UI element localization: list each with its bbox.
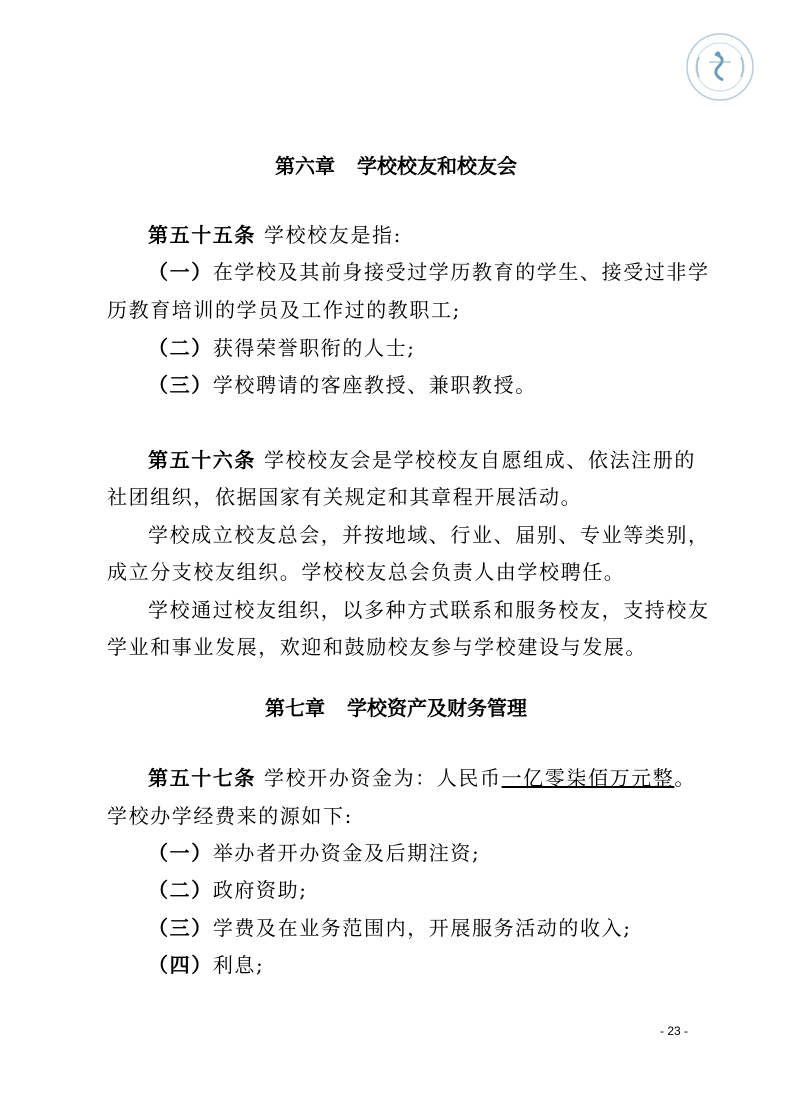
- college-logo: [685, 32, 755, 102]
- item-number: （三）: [148, 373, 213, 397]
- article-57-line: [148, 765, 740, 791]
- item-text: 政府资助;: [212, 878, 308, 902]
- article-57-item-1: [148, 840, 740, 866]
- article-text-end: 。: [674, 766, 696, 790]
- article-label: 第五十五条: [148, 223, 256, 247]
- item-text: 获得荣誉职衔的人士;: [212, 336, 416, 360]
- article-55-line: [148, 222, 740, 248]
- item-number: （四）: [148, 953, 213, 977]
- article-57-line-2: 学校办学经费来的源如下:: [107, 804, 353, 828]
- chapter-six-heading: [0, 154, 792, 178]
- article-55-item-3: [148, 372, 740, 398]
- article-56-line-6: 学业和事业发展，欢迎和鼓励校友参与学校建设与发展。: [107, 635, 647, 659]
- article-text: 学校校友会是学校校友自愿组成、依法注册的: [263, 448, 696, 472]
- page-number: - 23 -: [660, 1024, 689, 1038]
- chapter-number: 第六章: [275, 154, 335, 178]
- article-label: 第五十六条: [148, 448, 256, 472]
- capital-amount: 一亿零柒佰万元整: [501, 766, 675, 790]
- article-56-line: [148, 447, 740, 473]
- chapter-seven-heading: [0, 696, 792, 720]
- article-label: 第五十七条: [148, 766, 256, 790]
- item-text: 举办者开办资金及后期注资;: [212, 841, 481, 865]
- article-56-line-5: 学校通过校友组织，以多种方式联系和服务校友，支持校友: [148, 598, 710, 622]
- article-57-item-4: [148, 952, 740, 978]
- article-56-line-4: 成立分支校友组织。学校校友总会负责人由学校聘任。: [107, 560, 626, 584]
- item-number: （一）: [148, 260, 213, 284]
- item-number: （一）: [148, 841, 213, 865]
- article-text: 学校校友是指:: [263, 223, 402, 247]
- item-number: （三）: [148, 916, 213, 940]
- item-text: 利息;: [212, 953, 265, 977]
- item-text: 学费及在业务范围内，开展服务活动的收入;: [212, 916, 632, 940]
- article-text: 学校开办资金为：人民币: [263, 766, 502, 790]
- item-number: （二）: [148, 336, 213, 360]
- article-55-item-2: [148, 335, 740, 361]
- item-number: （二）: [148, 878, 213, 902]
- chapter-number: 第七章: [265, 696, 325, 720]
- article-56-line-2: 社团组织，依据国家有关规定和其章程开展活动。: [107, 485, 583, 509]
- article-55-item-1: [148, 259, 740, 285]
- chapter-title: 学校校友和校友会: [357, 154, 517, 178]
- article-57-item-2: [148, 877, 740, 903]
- article-57-item-3: [148, 915, 740, 941]
- chapter-title: 学校资产及财务管理: [347, 696, 527, 720]
- article-56-line-3: 学校成立校友总会，并按地域、行业、届别、专业等类别，: [148, 523, 710, 547]
- item-text: 学校聘请的客座教授、兼职教授。: [212, 373, 537, 397]
- item-text: 在学校及其前身接受过学历教育的学生、接受过非学: [212, 260, 710, 284]
- article-55-item-1-continued: 历教育培训的学员及工作过的教职工;: [107, 298, 461, 322]
